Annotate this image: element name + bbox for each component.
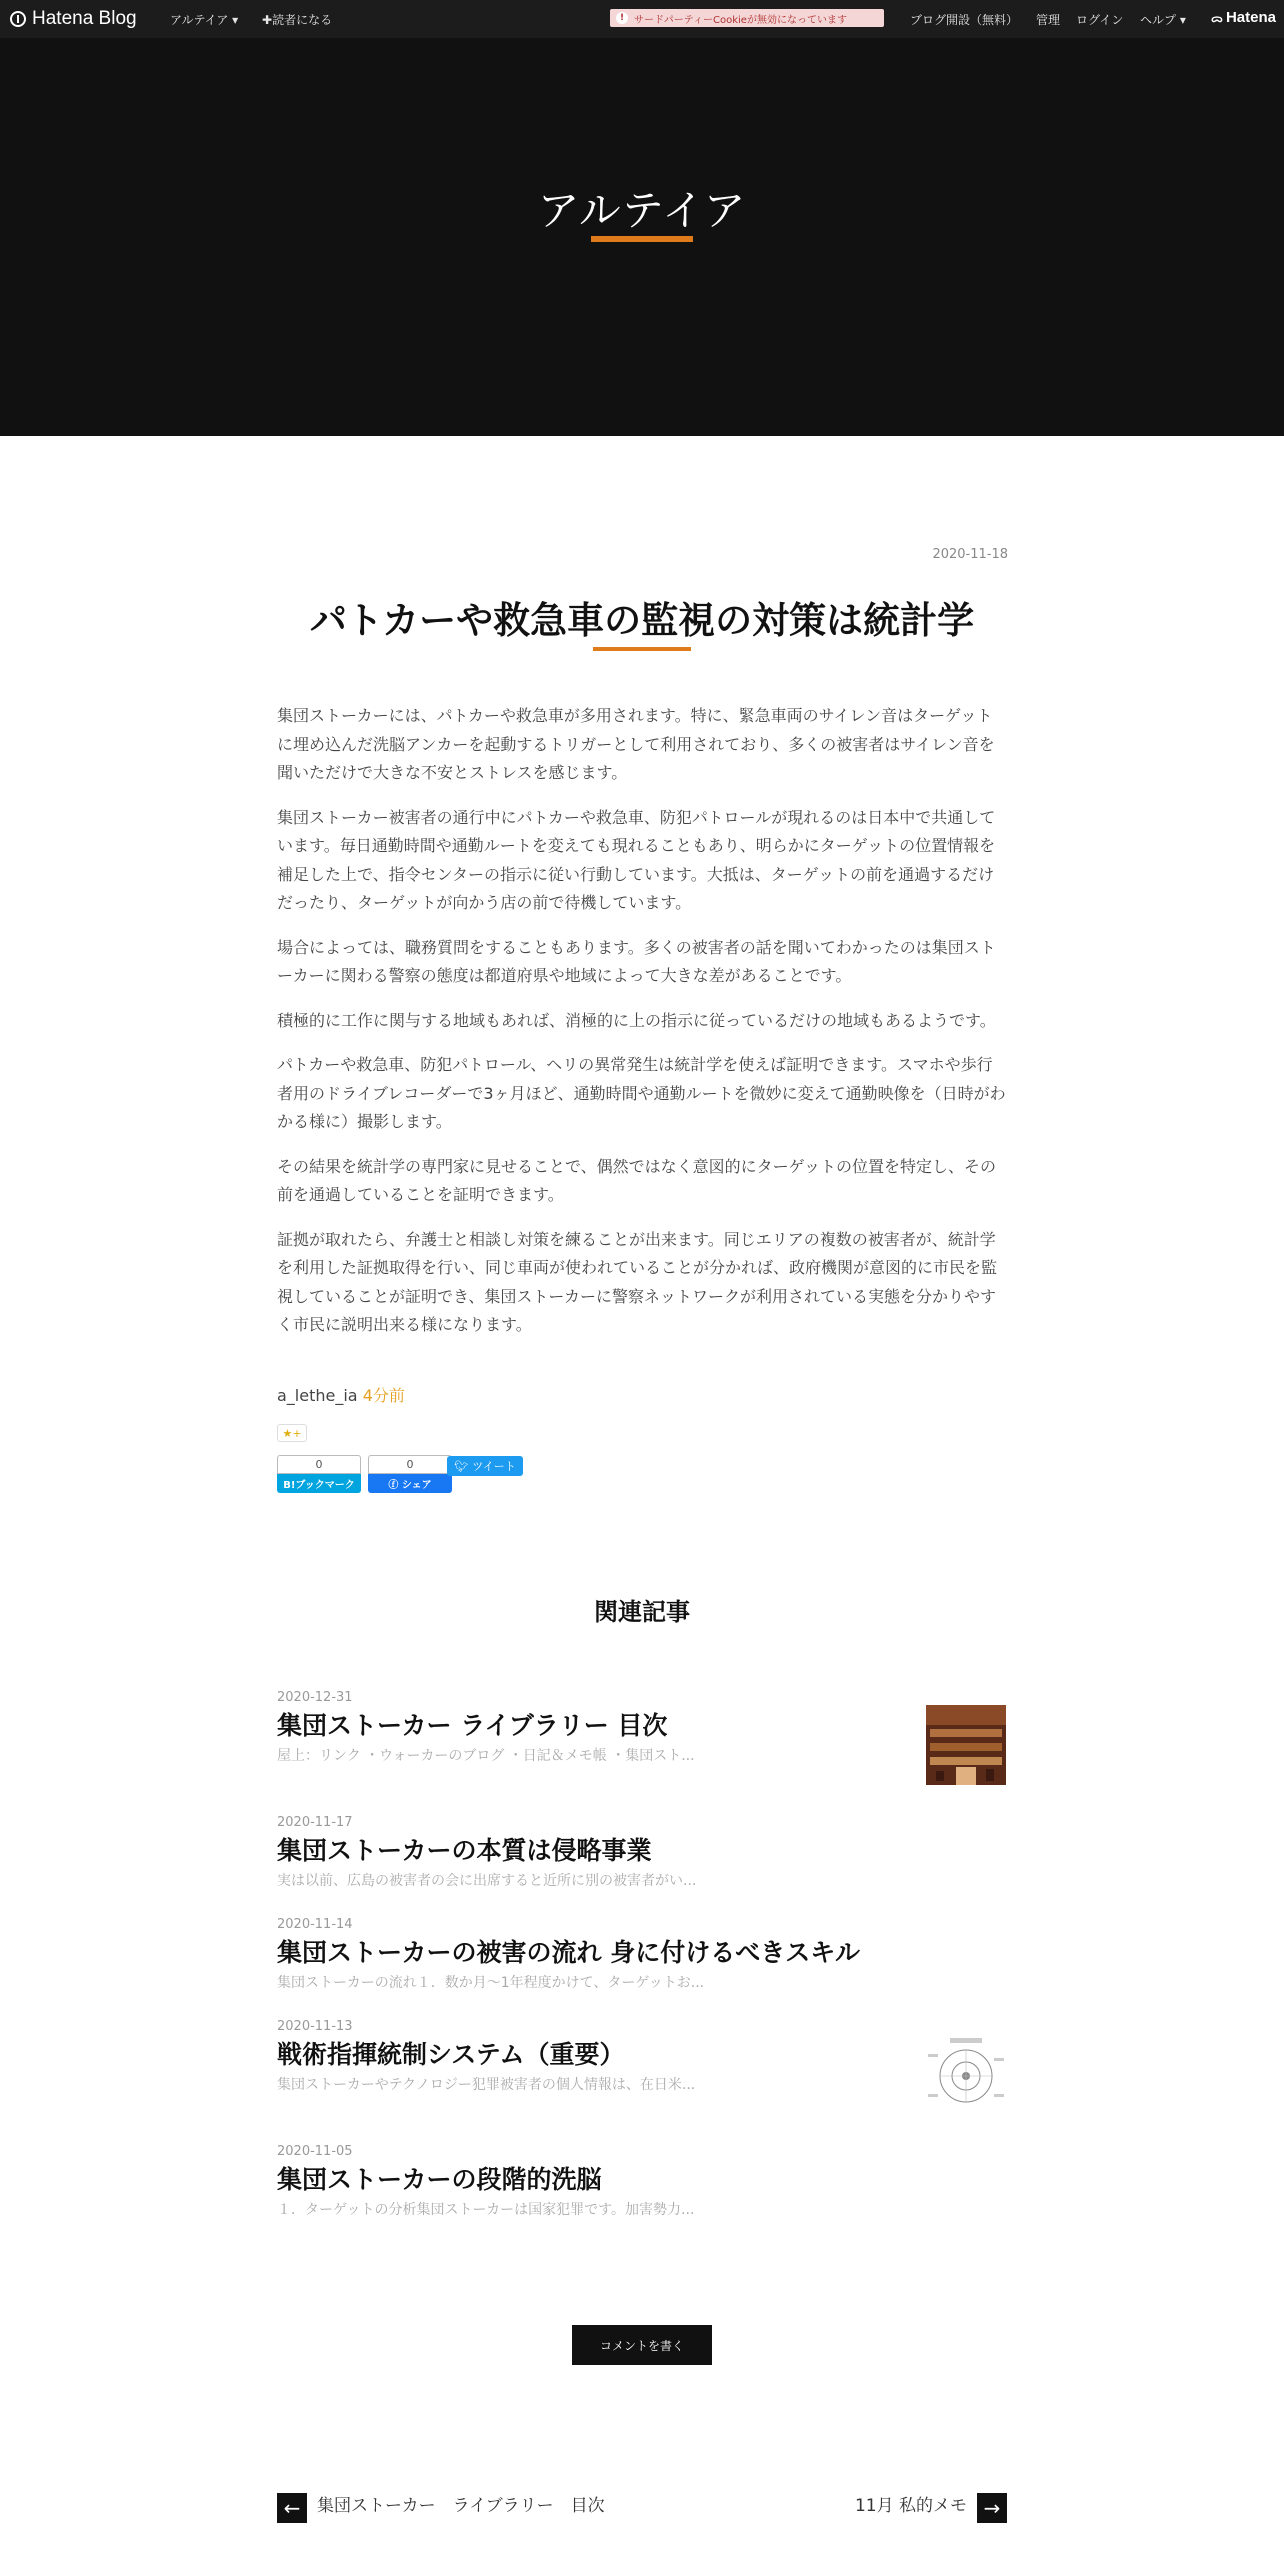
related-snippet: 集団ストーカーの流れ１．数か月～1年程度かけて、ターゲットお...: [277, 1975, 705, 1991]
login-link[interactable]: ログイン: [1076, 13, 1124, 27]
related-article[interactable]: [277, 2019, 1007, 2094]
hatena-bookmark-button[interactable]: [277, 1455, 361, 1493]
blog-header: [0, 38, 1284, 436]
bookmark-count: 0: [277, 1455, 361, 1474]
blog-menu-label: アルテイア: [170, 13, 229, 27]
article-paragraph: 場合によっては、職務質問をすることもあります。多くの被害者の話を聞いてわかったのは集団ストーカーに関わる警察の態度は都道府県や地域によって大きな差があることです。: [277, 937, 996, 985]
cookie-warning[interactable]: [610, 9, 884, 27]
article-paragraph: 集団ストーカーには、パトカーや救急車が多用されます。特に、緊急車両のサイレン音はターゲットに埋め込んだ洗脳アンカーを起動するトリガーとして利用されており、多くの被害者はサイレン音を聞いただけで大きな不安とストレスを感じます。: [277, 706, 995, 782]
related-date: 2020-11-17: [277, 1815, 353, 1830]
logo-text: Hatena Blog: [32, 8, 137, 29]
global-header: [0, 0, 1284, 38]
related-date: 2020-12-31: [277, 1690, 353, 1705]
related-snippet: １．ターゲットの分析集団ストーカーは国家犯罪です。加害勢力...: [277, 2202, 695, 2218]
help-label: ヘルプ: [1140, 13, 1177, 27]
arrow-left-icon: ←: [277, 2493, 307, 2523]
info-icon: !: [616, 12, 628, 24]
share-count: 0: [368, 1455, 452, 1474]
hatena-label: Hatena: [1225, 9, 1276, 26]
article-paragraph: 積極的に工作に関与する地域もあれば、消極的に上の指示に従っているだけの地域もあるようです。: [277, 1010, 996, 1030]
posted-ago-link[interactable]: 4分前: [362, 1386, 405, 1405]
caret-down-icon: ▾: [1176, 13, 1186, 27]
article-paragraph: パトカーや救急車、防犯パトロール、ヘリの異常発生は統計学を使えば証明できます。スマホや歩行者用のドライブレコーダーで3ヶ月ほど、通勤時間や通勤ルートを微妙に変えて通勤映像を（日時がわかる様に）撮影します。: [277, 1055, 1006, 1131]
related-date: 2020-11-14: [277, 1917, 353, 1932]
hatena-blog-logo[interactable]: [10, 7, 137, 31]
help-dropdown[interactable]: [1140, 11, 1186, 28]
related-thumbnail-library[interactable]: [926, 1705, 1006, 1785]
share-label: シェア: [401, 1480, 432, 1491]
next-article-title: 11月 私的メモ: [854, 2496, 967, 2516]
prev-article-link[interactable]: [277, 2493, 617, 2523]
related-snippet: 実は以前、広島の被害者の会に出席すると近所に別の被害者がい...: [277, 1873, 697, 1889]
facebook-icon: ⓕ: [388, 1480, 402, 1491]
cookie-warning-text: サードパーティーCookieが無効になっています: [634, 14, 847, 26]
article-body: [277, 702, 1007, 1356]
subscribe-label: 読者になる: [272, 13, 333, 27]
related-articles-heading: 関連記事: [594, 1598, 690, 1626]
author-link[interactable]: a_lethe_ia: [277, 1386, 358, 1405]
related-article[interactable]: [277, 1690, 1007, 1765]
facebook-share: [368, 1474, 452, 1493]
related-date: 2020-11-05: [277, 2144, 353, 2159]
byline: [277, 1383, 405, 1406]
admin-link[interactable]: 管理: [1036, 13, 1061, 27]
hatena-link[interactable]: [1211, 9, 1276, 26]
blog-open-link[interactable]: ブログ開設（無料）: [910, 13, 1019, 27]
prev-article-title: 集団ストーカー ライブラリー 目次: [317, 2496, 605, 2516]
related-snippet: 屋上：リンク ・ウォーカーのブログ ・日記＆メモ帳 ・集団スト...: [277, 1748, 695, 1764]
tweet-button[interactable]: [447, 1456, 523, 1476]
article-date[interactable]: 2020-11-18: [932, 547, 1008, 562]
write-comment-button[interactable]: コメントを書く: [572, 2325, 712, 2365]
related-thumbnail-diagram[interactable]: [926, 2034, 1006, 2114]
bookmark-label: B!ブックマーク: [277, 1474, 361, 1493]
subscribe-link[interactable]: [262, 11, 332, 28]
related-article[interactable]: [277, 2144, 1007, 2219]
related-title[interactable]: 集団ストーカー ライブラリー 目次: [277, 1711, 668, 1740]
blog-title[interactable]: アルテイア: [537, 186, 747, 235]
add-star-button[interactable]: ★+: [277, 1424, 307, 1442]
twitter-bird-icon: 🐦︎: [454, 1459, 469, 1473]
related-title[interactable]: 集団ストーカーの被害の流れ 身に付けるべきスキル: [277, 1938, 860, 1967]
article-title[interactable]: パトカーや救急車の監視の対策は統計学: [309, 599, 975, 642]
article-paragraph: 証拠が取れたら、弁護士と相談し対策を練ることが出来ます。同じエリアの複数の被害者が、統計学を利用した証拠取得を行い、同じ車両が使われていることが分かれば、政府機関が意図的に市民を監視していることが証明でき、集団ストーカーに警察ネットワークが利用されている実態を分かりやすく市民に説明出来る様になります。: [277, 1229, 998, 1334]
blog-title-underline: [591, 236, 693, 242]
arrow-right-icon: →: [977, 2493, 1007, 2523]
plus-icon: ✚: [262, 13, 273, 27]
facebook-share-button[interactable]: [368, 1455, 452, 1493]
hatena-logo-icon: ᯅ: [1211, 13, 1226, 25]
article-title-underline: [593, 647, 691, 651]
next-article-link[interactable]: [855, 2493, 1007, 2523]
related-title[interactable]: 集団ストーカーの本質は侵略事業: [277, 1836, 652, 1865]
caret-down-icon: ▾: [228, 13, 239, 27]
tweet-label: ツイート: [472, 1460, 516, 1473]
related-article[interactable]: [277, 1917, 1007, 1992]
article-paragraph: その結果を統計学の専門家に見せることで、偶然ではなく意図的にターゲットの位置を特定し、その前を通過していることを証明できます。: [277, 1156, 997, 1204]
related-title[interactable]: 集団ストーカーの段階的洗脳: [277, 2165, 602, 2194]
hatena-blog-logo-icon: [10, 11, 26, 27]
related-article[interactable]: [277, 1815, 1007, 1890]
related-title[interactable]: 戦術指揮統制システム（重要）: [277, 2040, 625, 2069]
blog-menu-dropdown[interactable]: [170, 11, 238, 28]
related-date: 2020-11-13: [277, 2019, 353, 2034]
related-snippet: 集団ストーカーやテクノロジー犯罪被害者の個人情報は、在日米...: [277, 2077, 696, 2093]
article-paragraph: 集団ストーカー被害者の通行中にパトカーや救急車、防犯パトロールが現れるのは日本中で共通しています。毎日通勤時間や通勤ルートを変えても現れることもあり、明らかにターゲットの位置情報を補足した上で、指令センターの指示に従い行動しています。大抵は、ターゲットの前を通過するだけだったり、ターゲットが向かう店の前で待機しています。: [277, 807, 996, 912]
